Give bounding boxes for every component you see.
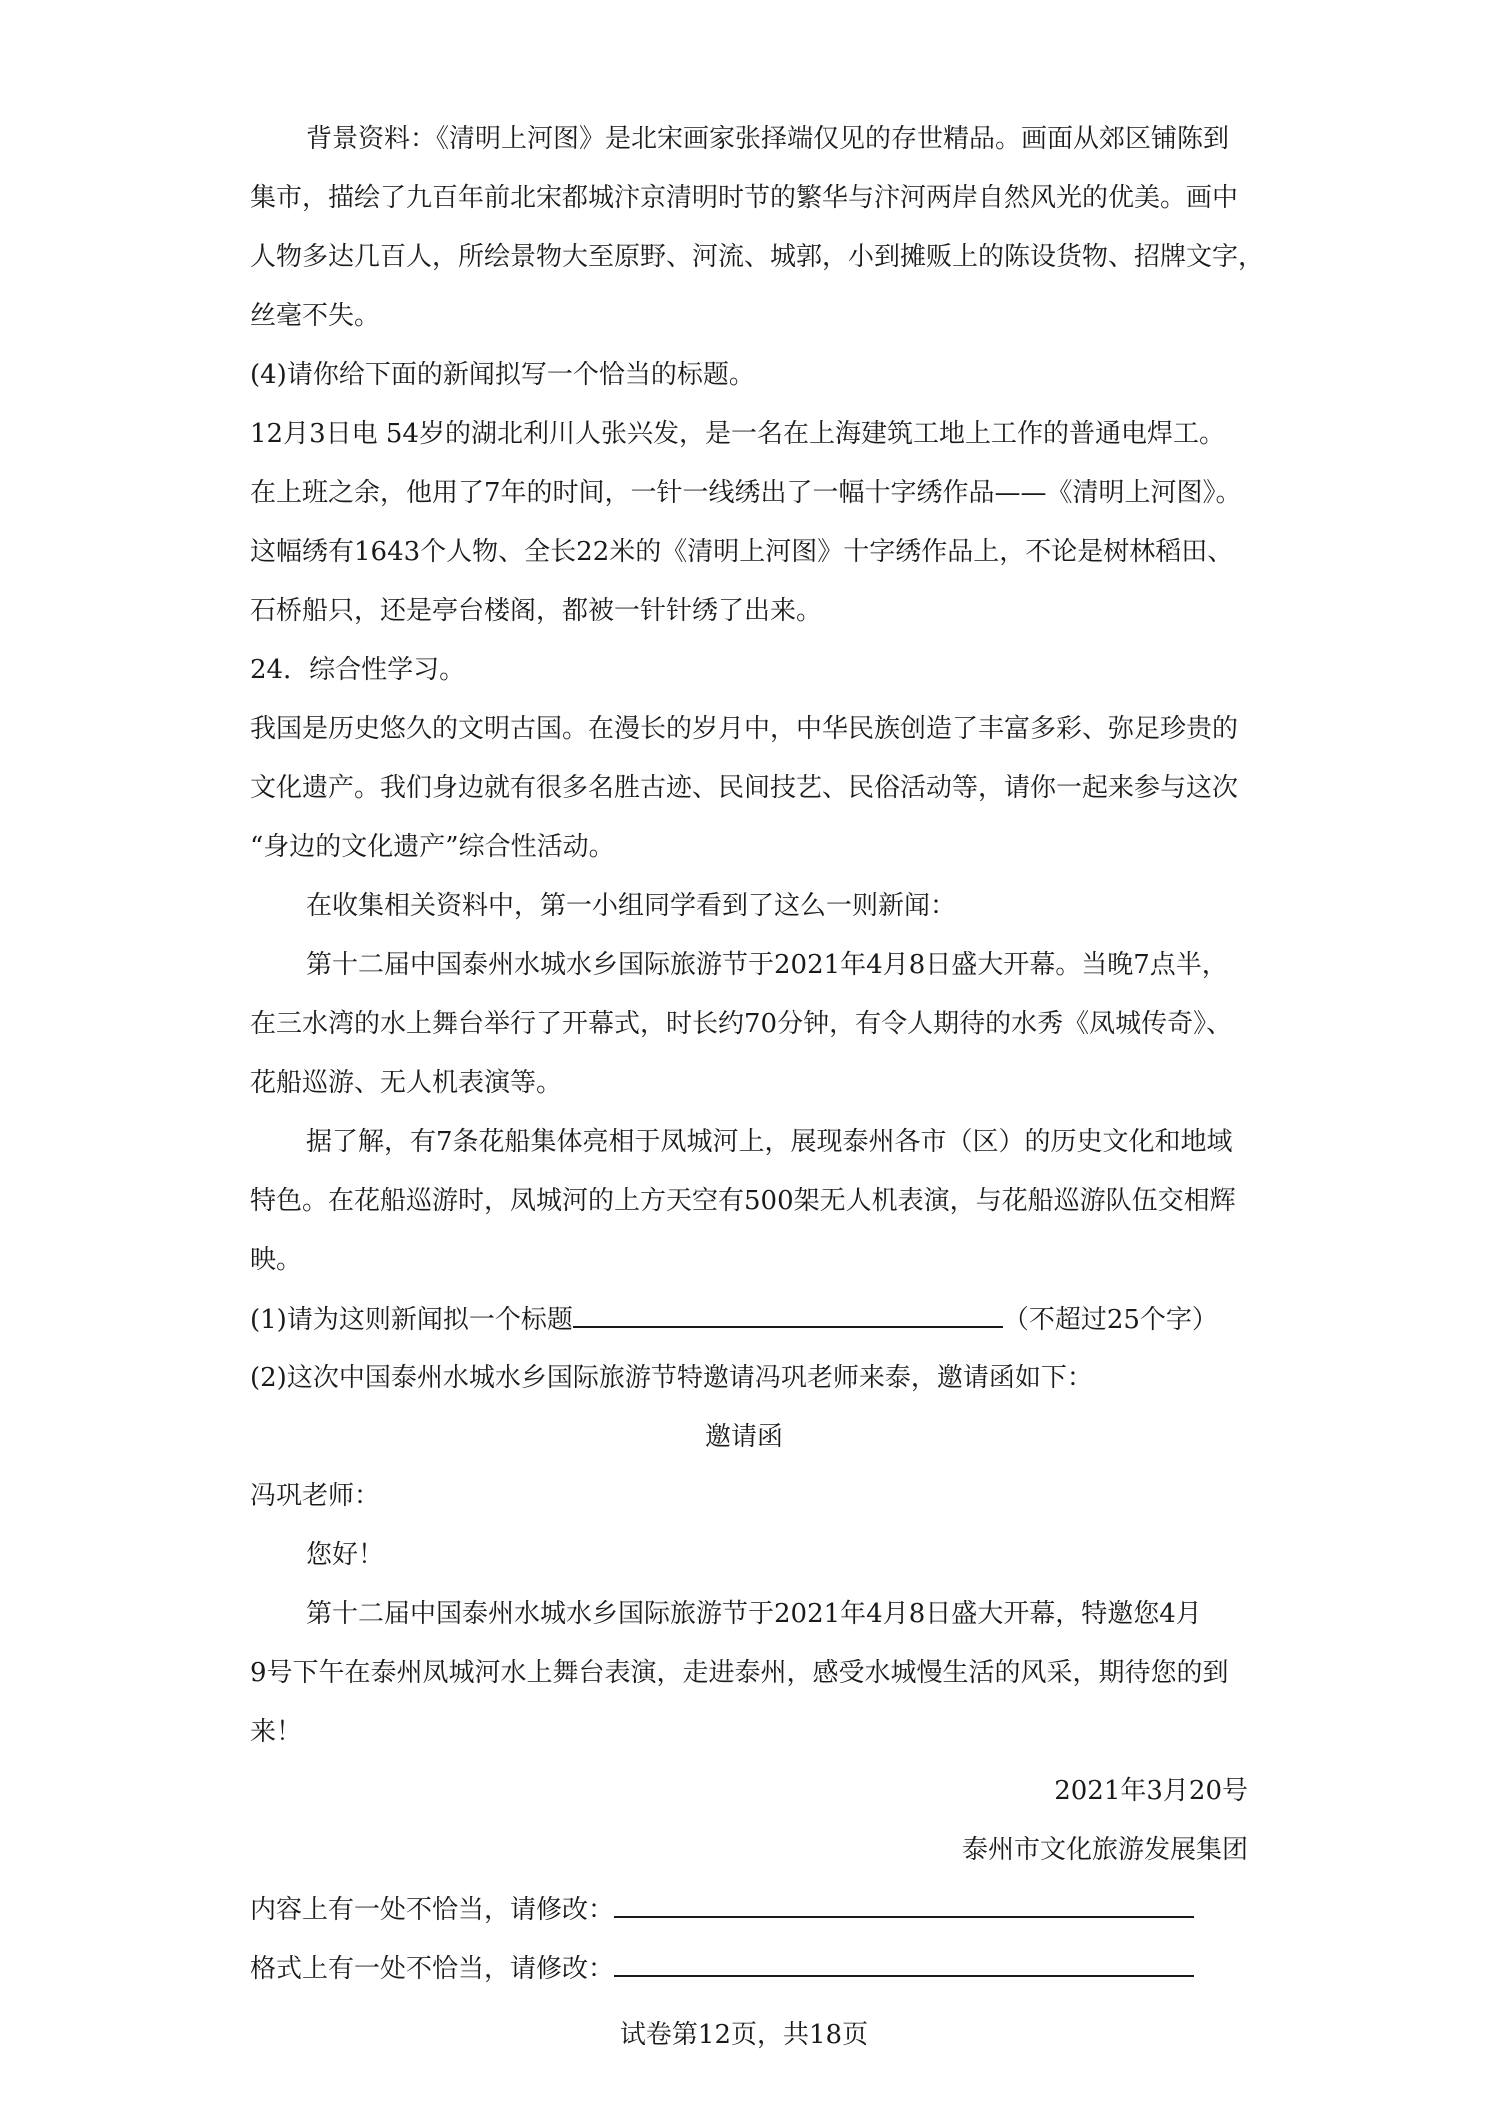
fix-format-row (250, 1951, 1250, 1986)
q24-sub2: (2)这次中国泰州水城水乡国际旅游节特邀请冯巩老师来泰，邀请函如下： (250, 1363, 1093, 1393)
q24-news-p1-line-3: 花船巡游、无人机表演等。 (250, 1068, 563, 1098)
background-line-4: 丝毫不失。 (250, 301, 381, 331)
fix-format-label: 格式上有一处不恰当，请修改： (250, 1954, 615, 1984)
q4-news-line-4: 石桥船只，还是亭台楼阁，都被一针针绣了出来。 (250, 596, 823, 626)
letter-body-line-1: 第十二届中国泰州水城水乡国际旅游节于2021年4月8日盛大开幕，特邀您4月 (306, 1599, 1202, 1629)
q24-intro-line-2: 文化遗产。我们身边就有很多名胜古迹、民间技艺、民俗活动等，请你一起来参与这次 (250, 773, 1239, 803)
q24-news-p2-line-3: 映。 (250, 1245, 303, 1275)
letter-body-line-3: 来！ (250, 1717, 303, 1747)
q4-news-line-1: 12月3日电 54岁的湖北利川人张兴发，是一名在上海建筑工地上工作的普通电焊工。 (250, 419, 1225, 449)
q24-lead: 在收集相关资料中，第一小组同学看到了这么一则新闻： (306, 891, 957, 921)
background-line-1: 背景资料：《清明上河图》是北宋画家张择端仅见的存世精品。画面从郊区铺陈到 (306, 124, 1230, 154)
fix-content-answer-blank[interactable] (614, 1892, 1194, 1918)
q4-news-line-3: 这幅绣有1643个人物、全长22米的《清明上河图》十字绣作品上，不论是树林稻田、 (250, 537, 1234, 567)
q24-news-p2-line-1: 据了解，有7条花船集体亮相于凤城河上，展现泰州各市（区）的历史文化和地域 (306, 1127, 1233, 1157)
q4-prompt: (4)请你给下面的新闻拟写一个恰当的标题。 (250, 360, 755, 390)
fix-format-answer-blank[interactable] (614, 1951, 1194, 1977)
q24-heading: 24．综合性学习。 (250, 655, 466, 685)
q24-news-p1-line-1: 第十二届中国泰州水城水乡国际旅游节于2021年4月8日盛大开幕。当晚7点半， (306, 950, 1228, 980)
q24-intro-line-1: 我国是历史悠久的文明古国。在漫长的岁月中，中华民族创造了丰富多彩、弥足珍贵的 (250, 714, 1239, 744)
fix-content-row (250, 1892, 1250, 1927)
q24-sub1-prefix: (1)请为这则新闻拟一个标题 (250, 1305, 573, 1335)
q24-sub1-answer-blank[interactable] (573, 1302, 1003, 1328)
letter-title: 邀请函 (704, 1422, 783, 1452)
background-line-2: 集市，描绘了九百年前北宋都城汴京清明时节的繁华与汴河两岸自然风光的优美。画中 (250, 183, 1239, 213)
q24-news-p2-line-2: 特色。在花船巡游时，凤城河的上方天空有500架无人机表演，与花船巡游队伍交相辉 (250, 1186, 1236, 1216)
letter-body-line-2: 9号下午在泰州凤城河水上舞台表演，走进泰州，感受水城慢生活的风采，期待您的到 (250, 1658, 1229, 1688)
fix-content-label: 内容上有一处不恰当，请修改： (250, 1895, 615, 1925)
letter-signature: 泰州市文化旅游发展集团 (961, 1835, 1248, 1865)
letter-greeting: 您好！ (306, 1540, 385, 1570)
q24-sub1-suffix: （不超过25个字） (1002, 1305, 1218, 1335)
background-line-3: 人物多达几百人，所绘景物大至原野、河流、城郭，小到摊贩上的陈设货物、招牌文字， (250, 242, 1265, 272)
q24-sub1 (250, 1302, 1250, 1337)
q4-news-line-2: 在上班之余，他用了7年的时间，一针一线绣出了一幅十字绣作品——《清明上河图》。 (250, 478, 1242, 508)
q24-news-p1-line-2: 在三水湾的水上舞台举行了开幕式，时长约70分钟，有令人期待的水秀《凤城传奇》、 (250, 1009, 1233, 1039)
letter-salutation: 冯巩老师： (250, 1481, 381, 1511)
letter-date: 2021年3月20号 (1054, 1776, 1248, 1806)
q24-intro-line-3: “身边的文化遗产”综合性活动。 (250, 832, 615, 862)
page-footer: 试卷第12页，共18页 (619, 2020, 869, 2050)
